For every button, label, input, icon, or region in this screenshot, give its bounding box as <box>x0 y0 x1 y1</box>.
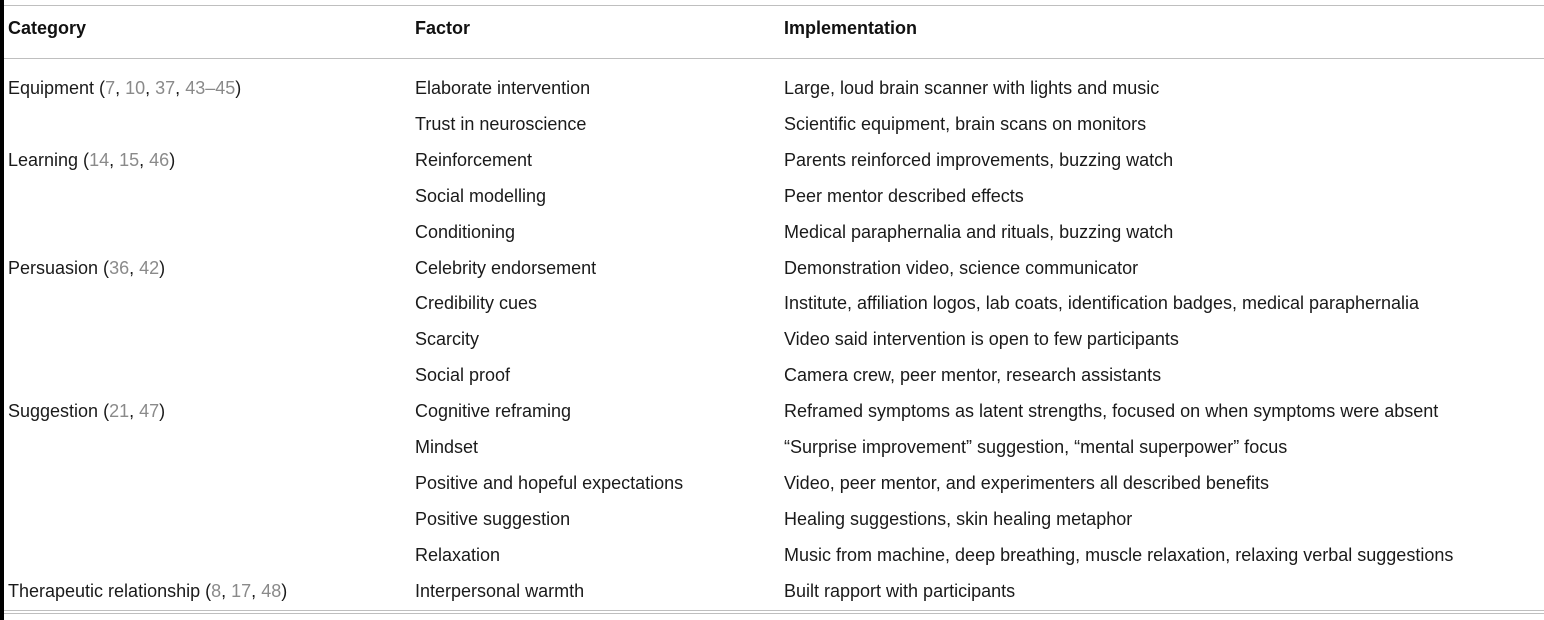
cell-factor: Social modelling <box>415 185 547 206</box>
table-bottom-rule <box>4 610 1544 611</box>
cell-category: Therapeutic relationship (8, 17, 48) <box>8 580 288 601</box>
header-implementation: Implementation <box>784 18 918 38</box>
citation-ref[interactable]: 17 <box>231 580 252 601</box>
table-row <box>4 508 1544 544</box>
cell-factor: Positive and hopeful expectations <box>415 472 684 493</box>
citation-ref[interactable]: 37 <box>155 78 176 98</box>
table-row <box>4 436 1544 472</box>
citation-ref[interactable]: 43–45 <box>185 78 236 98</box>
cell-factor: Scarcity <box>415 329 480 350</box>
cell-category: Learning (14, 15, 46) <box>8 149 176 170</box>
table-row <box>4 364 1544 400</box>
citation-ref[interactable]: 14 <box>89 149 110 170</box>
cell-category: Persuasion (36, 42) <box>8 257 166 278</box>
cell-factor: Conditioning <box>415 221 516 242</box>
citation-ref[interactable]: 8 <box>211 580 222 601</box>
cell-implementation: Parents reinforced improvements, buzzing watch <box>784 149 1174 170</box>
cell-factor: Elaborate intervention <box>415 78 591 98</box>
cell-implementation: “Surprise improvement” suggestion, “mental superpower” focus <box>784 437 1288 457</box>
cell-implementation: Reframed symptoms as latent strengths, focused on when symptoms were absent <box>784 401 1439 422</box>
citation-ref[interactable]: 15 <box>119 149 140 170</box>
header-rule <box>4 58 1544 59</box>
table-row <box>4 257 1544 293</box>
citation-ref[interactable]: 36 <box>109 257 130 278</box>
citation-ref[interactable]: 48 <box>261 580 282 601</box>
header-factor: Factor <box>415 18 471 38</box>
cell-implementation: Demonstration video, science communicator <box>784 257 1139 278</box>
citation-ref[interactable]: 21 <box>109 401 130 422</box>
cell-implementation: Camera crew, peer mentor, research assistants <box>784 365 1162 386</box>
table-row <box>4 185 1544 221</box>
cell-factor: Social proof <box>415 365 511 386</box>
citation-ref[interactable]: 47 <box>139 401 160 422</box>
cell-implementation: Medical paraphernalia and rituals, buzzing watch <box>784 221 1174 242</box>
table-row <box>4 113 1544 149</box>
table-row <box>4 328 1544 364</box>
cell-implementation: Peer mentor described effects <box>784 185 1024 206</box>
cell-factor: Reinforcement <box>415 149 533 170</box>
cell-factor: Trust in neuroscience <box>415 113 587 134</box>
table-row <box>4 221 1544 257</box>
cell-factor: Mindset <box>415 437 479 457</box>
cell-factor: Positive suggestion <box>415 508 571 529</box>
cell-category: Suggestion (21, 47) <box>8 401 166 422</box>
cell-category: Equipment (7, 10, 37, 43–45) <box>8 78 242 98</box>
table-top-rule <box>4 5 1544 6</box>
cell-implementation: Music from machine, deep breathing, muscle relaxation, relaxing verbal suggestions <box>784 544 1454 565</box>
cell-factor: Interpersonal warmth <box>415 580 585 601</box>
cell-factor: Celebrity endorsement <box>415 257 597 278</box>
table-row <box>4 544 1544 580</box>
table-row <box>4 77 1544 113</box>
citation-ref[interactable]: 7 <box>105 78 116 98</box>
cell-implementation: Video, peer mentor, and experimenters all described benefits <box>784 472 1269 493</box>
cell-implementation: Scientific equipment, brain scans on monitors <box>784 113 1147 134</box>
cell-implementation: Video said intervention is open to few participants <box>784 329 1179 350</box>
header-category: Category <box>8 18 87 38</box>
cell-implementation: Institute, affiliation logos, lab coats, identification badges, medical paraphernalia <box>784 293 1420 314</box>
cell-factor: Cognitive reframing <box>415 401 572 422</box>
cell-factor: Credibility cues <box>415 293 538 314</box>
cell-implementation: Built rapport with participants <box>784 580 1016 601</box>
citation-ref[interactable]: 42 <box>139 257 160 278</box>
cell-implementation: Healing suggestions, skin healing metaphor <box>784 508 1133 529</box>
table-page <box>4 0 1544 620</box>
cell-implementation: Large, loud brain scanner with lights and music <box>784 78 1160 98</box>
citation-ref[interactable]: 46 <box>149 149 170 170</box>
table-row <box>4 292 1544 328</box>
citation-ref[interactable]: 10 <box>125 78 146 98</box>
table-row <box>4 400 1544 436</box>
table-bottom-rule-2 <box>4 613 1544 614</box>
table-row <box>4 472 1544 508</box>
table-row <box>4 149 1544 185</box>
cell-factor: Relaxation <box>415 544 501 565</box>
